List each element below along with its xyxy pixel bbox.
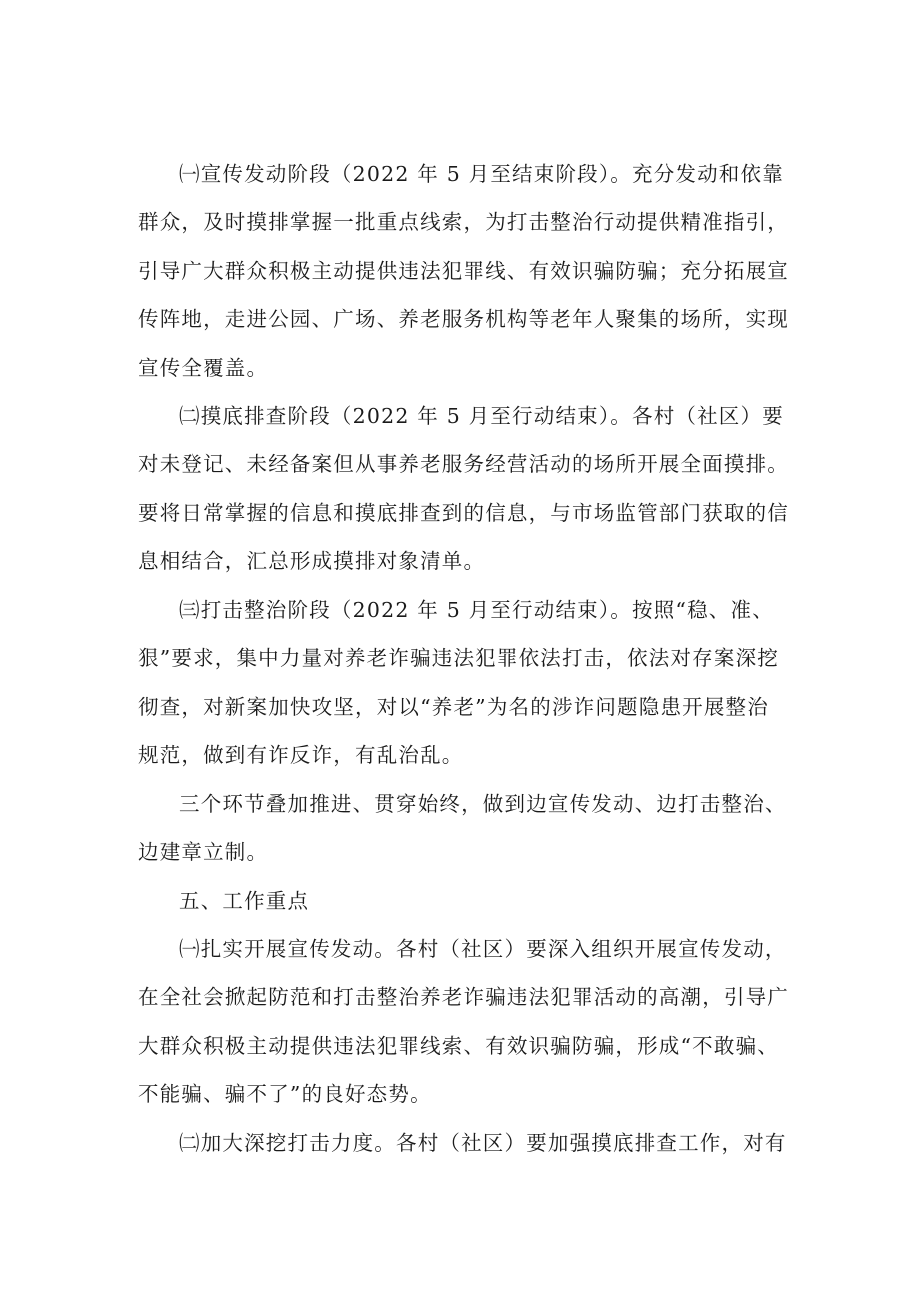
paragraph-focus-publicity <box>138 925 798 1119</box>
text-line: ㈡加大深挖打击力度。各村（社区）要加强摸底排查工作，对有 <box>179 1131 787 1155</box>
paragraph-summary <box>138 780 798 877</box>
text-line: 传阵地，走进公园、广场、养老服务机构等老年人聚集的场所，实现 <box>138 307 789 332</box>
section-heading-work-focus <box>138 877 798 925</box>
text-line: ㈠宣传发动阶段（2022 年 5 月至结束阶段）。充分发动和依靠 <box>179 162 784 186</box>
text-line: 在全社会掀起防范和打击整治养老诈骗违法犯罪活动的高潮，引导广 <box>138 985 789 1010</box>
paragraph-investigation-stage <box>138 392 798 586</box>
paragraph-crackdown-stage <box>138 586 798 780</box>
section-heading-text: 五、工作重点 <box>179 889 310 913</box>
text-line: 彻查，对新案加快攻坚，对以“养老”为名的涉诈问题隐患开展整治 <box>138 694 769 719</box>
text-line: 引导广大群众积极主动提供违法犯罪线、有效识骗防骗；充分拓展宣 <box>138 258 789 283</box>
paragraph-focus-crackdown <box>138 1119 798 1167</box>
paragraph-publicity-stage <box>138 150 798 392</box>
text-line: 不能骗、骗不了”的良好态势。 <box>138 1082 432 1107</box>
text-line: 群众，及时摸排掌握一批重点线索，为打击整治行动提供精准指引， <box>138 210 789 235</box>
text-line: 边建章立制。 <box>138 840 269 865</box>
text-line: ㈠扎实开展宣传发动。各村（社区）要深入组织开展宣传发动， <box>179 937 787 961</box>
text-line: 大群众积极主动提供违法犯罪线索、有效识骗防骗，形成“不敢骗、 <box>138 1033 779 1058</box>
text-line: ㈢打击整治阶段（2022 年 5 月至行动结束）。按照“稳、准、 <box>179 598 774 622</box>
text-line: 宣传全覆盖。 <box>138 355 269 380</box>
text-line: 要将日常掌握的信息和摸底排查到的信息，与市场监管部门获取的信 <box>138 500 789 525</box>
text-line: ㈡摸底排查阶段（2022 年 5 月至行动结束）。各村（社区）要 <box>179 404 784 428</box>
text-line: 规范，做到有诈反诈，有乱治乱。 <box>138 743 464 768</box>
text-line: 对未登记、未经备案但从事养老服务经营活动的场所开展全面摸排。 <box>138 452 789 477</box>
text-line: 狠”要求，集中力量对养老诈骗违法犯罪依法打击，依法对存案深挖 <box>138 646 779 671</box>
text-line: 息相结合，汇总形成摸排对象清单。 <box>138 549 486 574</box>
text-line: 三个环节叠加推进、贯穿始终，做到边宣传发动、边打击整治、 <box>179 792 787 816</box>
